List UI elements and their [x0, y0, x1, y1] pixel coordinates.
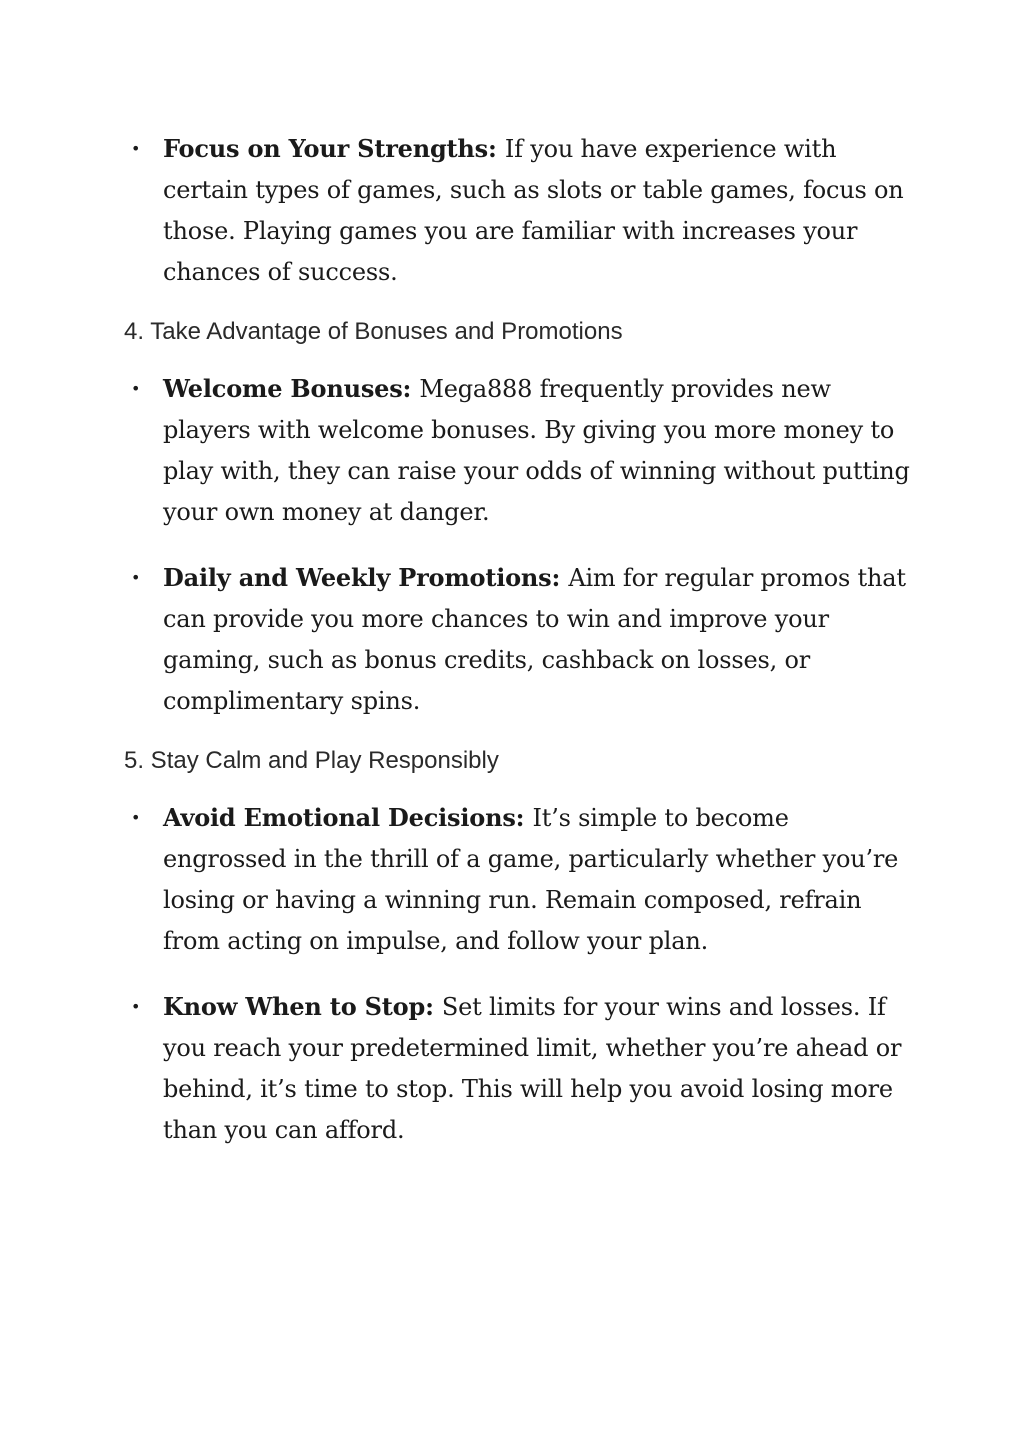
- bullet-icon: •: [131, 379, 141, 398]
- bullet-icon: •: [131, 997, 141, 1016]
- list-item-term: Focus on Your Strengths:: [163, 134, 505, 163]
- list-item-term: Daily and Weekly Promotions:: [163, 563, 569, 592]
- section-heading-responsibly: 5. Stay Calm and Play Responsibly: [124, 747, 499, 774]
- list-item: [124, 797, 914, 962]
- bullet-icon: •: [131, 808, 141, 827]
- list-item: [124, 128, 914, 293]
- list-item-text: Aim for regular promos that can provide you more chances to win and improve your gaming, such as bonus credits, cashback on losses, or complimentary spins.: [163, 564, 906, 715]
- list-item-term: Avoid Emotional Decisions:: [163, 803, 533, 832]
- bullet-icon: •: [131, 139, 141, 158]
- list-item: [124, 986, 914, 1151]
- list-item: [124, 557, 914, 722]
- list-item: [124, 368, 914, 533]
- list-item-text: Mega888 frequently provides new players with welcome bonuses. By giving you more money to play with, they can raise your odds of winning without putting your own money at danger.: [163, 375, 910, 526]
- list-item-term: Know When to Stop:: [163, 992, 442, 1021]
- responsibly-bullet-list: [124, 797, 914, 1151]
- list-item-text: Set limits for your wins and losses. If you reach your predetermined limit, whether you’re ahead or behind, it’s time to stop. This will help you avoid losing more than you can afford.: [163, 993, 902, 1144]
- intro-bullet-list: [124, 128, 914, 293]
- list-item-term: Welcome Bonuses:: [163, 374, 420, 403]
- list-item-text: It’s simple to become engrossed in the thrill of a game, particularly whether you’re losing or having a winning run. Remain composed, refrain from acting on impulse, and follow your plan.: [163, 804, 899, 955]
- section-heading-bonuses: 4. Take Advantage of Bonuses and Promotions: [124, 318, 623, 345]
- list-item-text: If you have experience with certain types of games, such as slots or table games, focus on those. Playing games you are familiar with increases your chances of success.: [163, 135, 904, 286]
- bonuses-bullet-list: [124, 368, 914, 722]
- bullet-icon: •: [131, 568, 141, 587]
- document-content: [124, 128, 914, 1151]
